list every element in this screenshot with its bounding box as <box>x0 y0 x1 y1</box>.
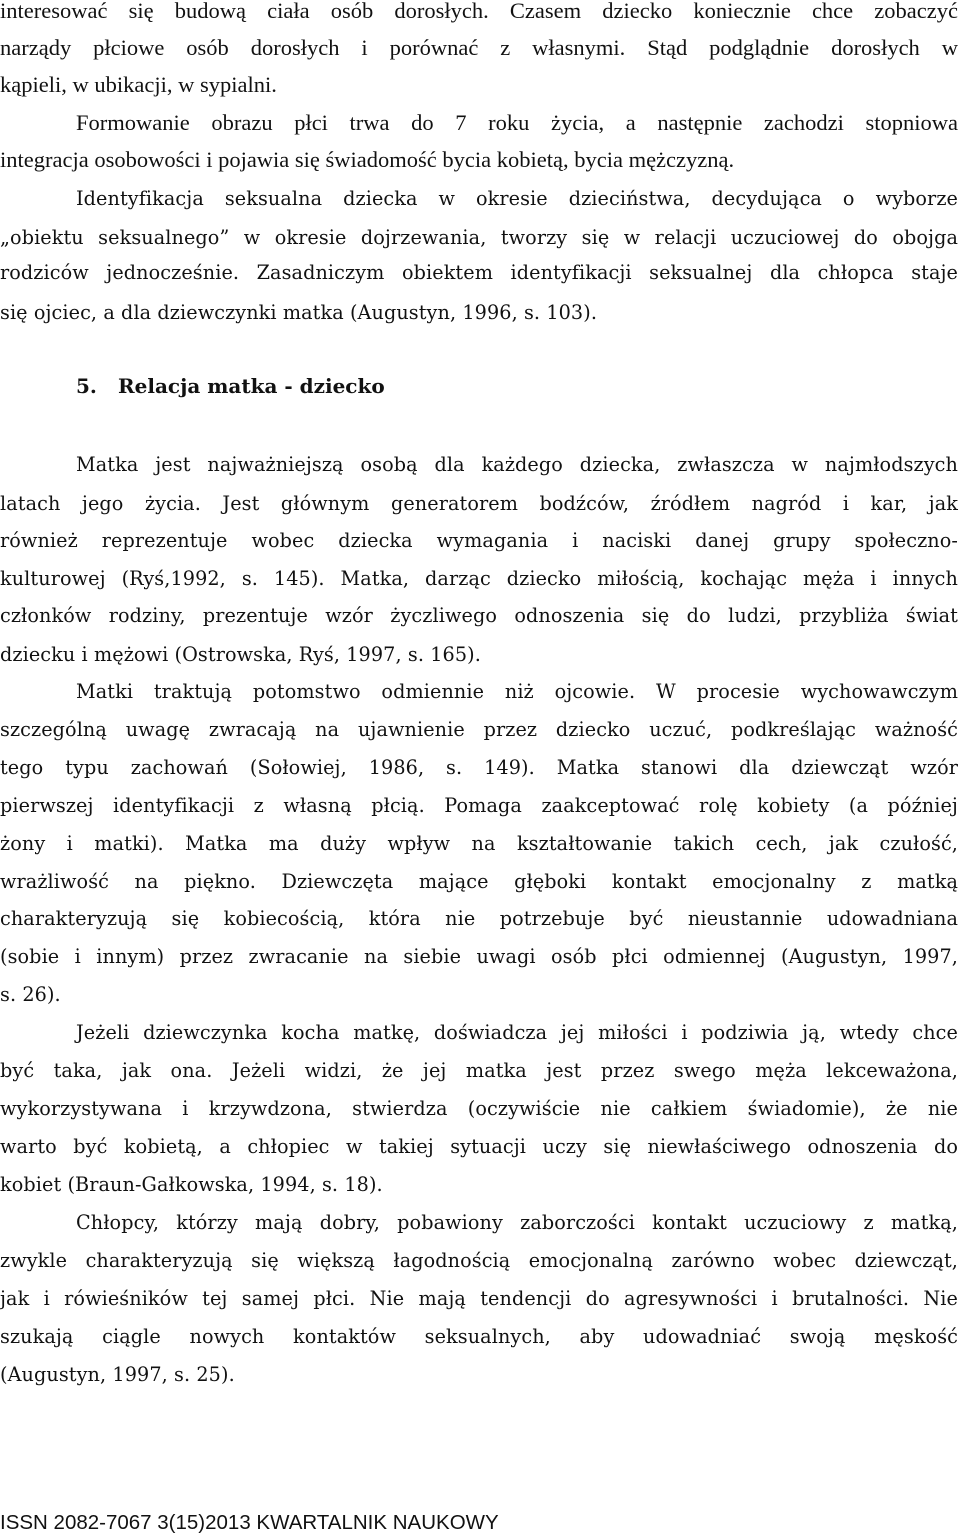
text-line: s. 26). <box>0 983 61 1006</box>
text-line: interesować się budową ciała osób dorosłych. Czasem dziecko koniecznie chce zobaczyć <box>0 0 958 23</box>
text-line: tego typu zachowań (Sołowiej, 1986, s. 149). Matka stanowi dla dziewcząt wzór <box>0 756 958 779</box>
text-line: szczególną uwagę zwracają na ujawnienie przez dziecko uczuć, podkreślając ważność <box>0 718 958 741</box>
text-line: rodziców jednocześnie. Zasadniczym obiektem identyfikacji seksualnej dla chłopca staje <box>0 261 958 284</box>
text-line: (Augustyn, 1997, s. 25). <box>0 1363 235 1386</box>
text-line: zwykle charakteryzują się większą łagodnością emocjonalną zarówno wobec dziewcząt, <box>0 1249 958 1272</box>
text-line: Matka jest najważniejszą osobą dla każdego dziecka, zwłaszcza w najmłodszych <box>76 453 958 476</box>
text-line: kobiet (Braun-Gałkowska, 1994, s. 18). <box>0 1173 383 1196</box>
text-line: jak i rówieśników tej samej płci. Nie mają tendencji do agresywności i brutalności. Nie <box>0 1287 958 1310</box>
text-line: Jeżeli dziewczynka kocha matkę, doświadcza jej miłości i podziwia ją, wtedy chce <box>76 1021 958 1044</box>
text-line: latach jego życia. Jest głównym generatorem bodźców, źródłem nagród i kar, jak <box>0 492 958 515</box>
page-footer: ISSN 2082-7067 3(15)2013 KWARTALNIK NAUKOWY <box>0 1511 499 1534</box>
text-line: narządy płciowe osób dorosłych i porównać z własnymi. Stąd podglądnie dorosłych w <box>0 35 958 60</box>
text-line: charakteryzują się kobiecością, która nie potrzebuje być nieustannie udowadniana <box>0 907 958 930</box>
text-line: Identyfikacja seksualna dziecka w okresie dzieciństwa, decydująca o wyborze <box>76 187 958 210</box>
text-line: członków rodziny, prezentuje wzór życzliwego odnoszenia się do ludzi, przybliża świat <box>0 604 958 627</box>
text-line: kulturowej (Ryś,1992, s. 145). Matka, darząc dziecko miłością, kochając męża i innych <box>0 567 958 590</box>
text-line: żony i matki). Matka ma duży wpływ na kształtowanie takich cech, jak czułość, <box>0 832 958 855</box>
text-line: „obiektu seksualnego” w okresie dojrzewania, tworzy się w relacji uczuciowej do obojga <box>0 226 958 249</box>
text-line: Matki traktują potomstwo odmiennie niż ojcowie. W procesie wychowawczym <box>76 680 958 703</box>
text-line: Chłopcy, którzy mają dobry, pobawiony zaborczości kontakt uczuciowy z matką, <box>76 1211 958 1234</box>
section-number: 5. <box>76 374 97 398</box>
section-heading: Relacja matka - dziecko <box>118 374 385 398</box>
text-line: (sobie i innym) przez zwracanie na siebie uwagi osób płci odmiennej (Augustyn, 1997, <box>0 945 958 968</box>
text-line: wrażliwość na piękno. Dziewczęta mające głęboki kontakt emocjonalny z matką <box>0 870 958 893</box>
text-line: warto być kobietą, a chłopiec w takiej sytuacji uczy się niewłaściwego odnoszenia do <box>0 1135 958 1158</box>
text-line: również reprezentuje wobec dziecka wymagania i naciski danej grupy społeczno- <box>0 529 958 552</box>
text-line: wykorzystywana i krzywdzona, stwierdza (oczywiście nie całkiem świadomie), że nie <box>0 1097 958 1120</box>
text-line: być taka, jak ona. Jeżeli widzi, że jej matka jest przez swego męża lekceważona, <box>0 1059 958 1082</box>
text-line: pierwszej identyfikacji z własną płcią. Pomaga zaakceptować rolę kobiety (a później <box>0 794 958 817</box>
text-line: kąpieli, w ubikacji, w sypialni. <box>0 72 277 97</box>
text-line: dziecku i mężowi (Ostrowska, Ryś, 1997, s. 165). <box>0 643 481 666</box>
text-line: integracja osobowości i pojawia się świadomość bycia kobietą, bycia mężczyzną. <box>0 147 735 172</box>
text-line: się ojciec, a dla dziewczynki matka (Augustyn, 1996, s. 103). <box>0 301 598 324</box>
text-line: szukają ciągle nowych kontaktów seksualnych, aby udowadniać swoją męskość <box>0 1325 958 1348</box>
text-line: Formowanie obrazu płci trwa do 7 roku życia, a następnie zachodzi stopniowa <box>76 110 958 135</box>
